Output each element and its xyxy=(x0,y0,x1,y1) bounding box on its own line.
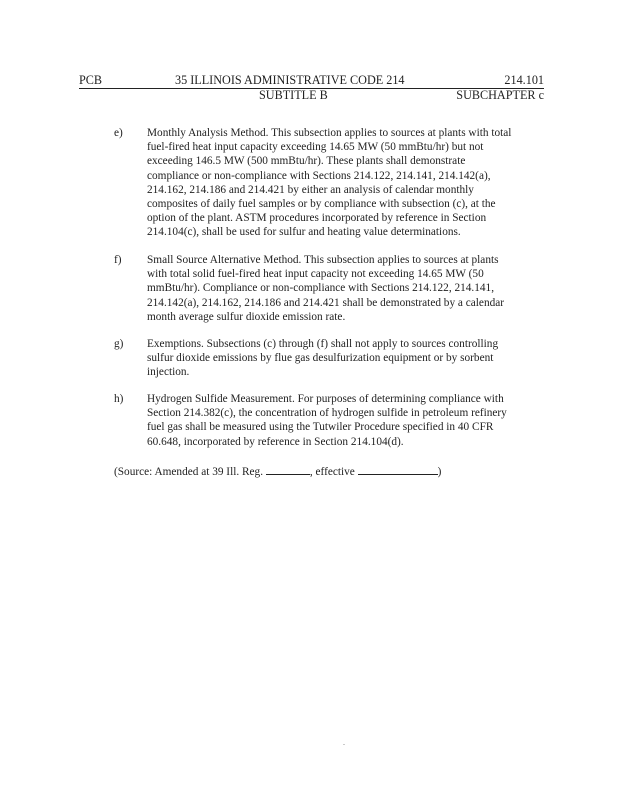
header-agency: PCB xyxy=(79,73,103,87)
register-blank xyxy=(266,463,310,475)
source-note xyxy=(114,463,441,479)
text-line: mmBtu/hr). Compliance or non-compliance with Sections 214.122, 214.141, xyxy=(147,282,495,295)
text-line: 60.648, incorporated by reference in Section 214.104(d). xyxy=(147,435,404,448)
text-line: sulfur dioxide emissions by flue gas desulfurization equipment or by sorbent xyxy=(147,352,494,365)
subsection-g xyxy=(114,337,554,380)
running-header xyxy=(79,74,544,89)
source-prefix: (Source: Amended at 39 Ill. Reg. xyxy=(114,466,264,478)
source-middle: , effective xyxy=(309,466,355,478)
text-line: Small Source Alternative Method. This subsection applies to sources at plants xyxy=(147,254,499,266)
subsection-label: g) xyxy=(114,338,124,350)
text-line: 214.104(c), shall be used for sulfur and heating value determinations. xyxy=(147,226,461,239)
text-line: Exemptions. Subsections (c) through (f) shall not apply to sources controlling xyxy=(147,338,499,350)
subsection-label: h) xyxy=(114,393,124,405)
text-line: 214.162, 214.186 and 214.421 by either an analysis of calendar monthly xyxy=(147,183,474,196)
running-subheader xyxy=(79,89,544,102)
text-line: fuel-fired heat input capacity exceeding 14.65 MW (50 mmBtu/hr) but not xyxy=(147,141,484,154)
page-mark: . xyxy=(343,738,345,747)
text-line: month average sulfur dioxide emission rate. xyxy=(147,310,346,323)
text-line: Monthly Analysis Method. This subsection applies to sources at plants with total xyxy=(147,127,512,139)
text-line: composites of daily fuel samples or by compliance with subsection (c), at the xyxy=(147,198,496,211)
subsection-h xyxy=(114,392,554,449)
text-line: compliance or non-compliance with Sections 214.122, 214.141, 214.142(a), xyxy=(147,169,491,182)
text-line: Hydrogen Sulfide Measurement. For purposes of determining compliance with xyxy=(147,393,504,405)
text-line: 214.142(a), 214.162, 214.186 and 214.421 shall be demonstrated by a calendar xyxy=(147,296,505,309)
text-line: exceeding 146.5 MW (500 mmBtu/hr). These plants shall demonstrate xyxy=(147,155,466,168)
header-subchapter: SUBCHAPTER c xyxy=(456,88,544,102)
header-section-number: 214.101 xyxy=(504,73,544,87)
text-line: injection. xyxy=(147,366,190,379)
text-line: with total solid fuel-fired heat input capacity not exceeding 14.65 MW (50 xyxy=(147,268,484,281)
text-line: option of the plant. ASTM procedures incorporated by reference in Section xyxy=(147,212,487,225)
subsection-text xyxy=(147,392,539,449)
subsection-text xyxy=(147,126,539,240)
text-line: fuel gas shall be measured using the Tutwiler Procedure specified in 40 CFR xyxy=(147,421,494,434)
subsection-f xyxy=(114,253,554,324)
subsection-label: f) xyxy=(114,254,122,266)
subsection-label: e) xyxy=(114,127,123,139)
subsection-text xyxy=(147,337,539,380)
effective-date-blank xyxy=(358,463,438,475)
subsection-text xyxy=(147,253,539,324)
source-suffix: ) xyxy=(437,466,442,478)
text-line: Section 214.382(c), the concentration of hydrogen sulfide in petroleum refinery xyxy=(147,407,507,420)
header-subtitle: SUBTITLE B xyxy=(259,88,328,102)
subsection-e xyxy=(114,126,554,240)
header-code-title: 35 ILLINOIS ADMINISTRATIVE CODE 214 xyxy=(175,73,405,87)
